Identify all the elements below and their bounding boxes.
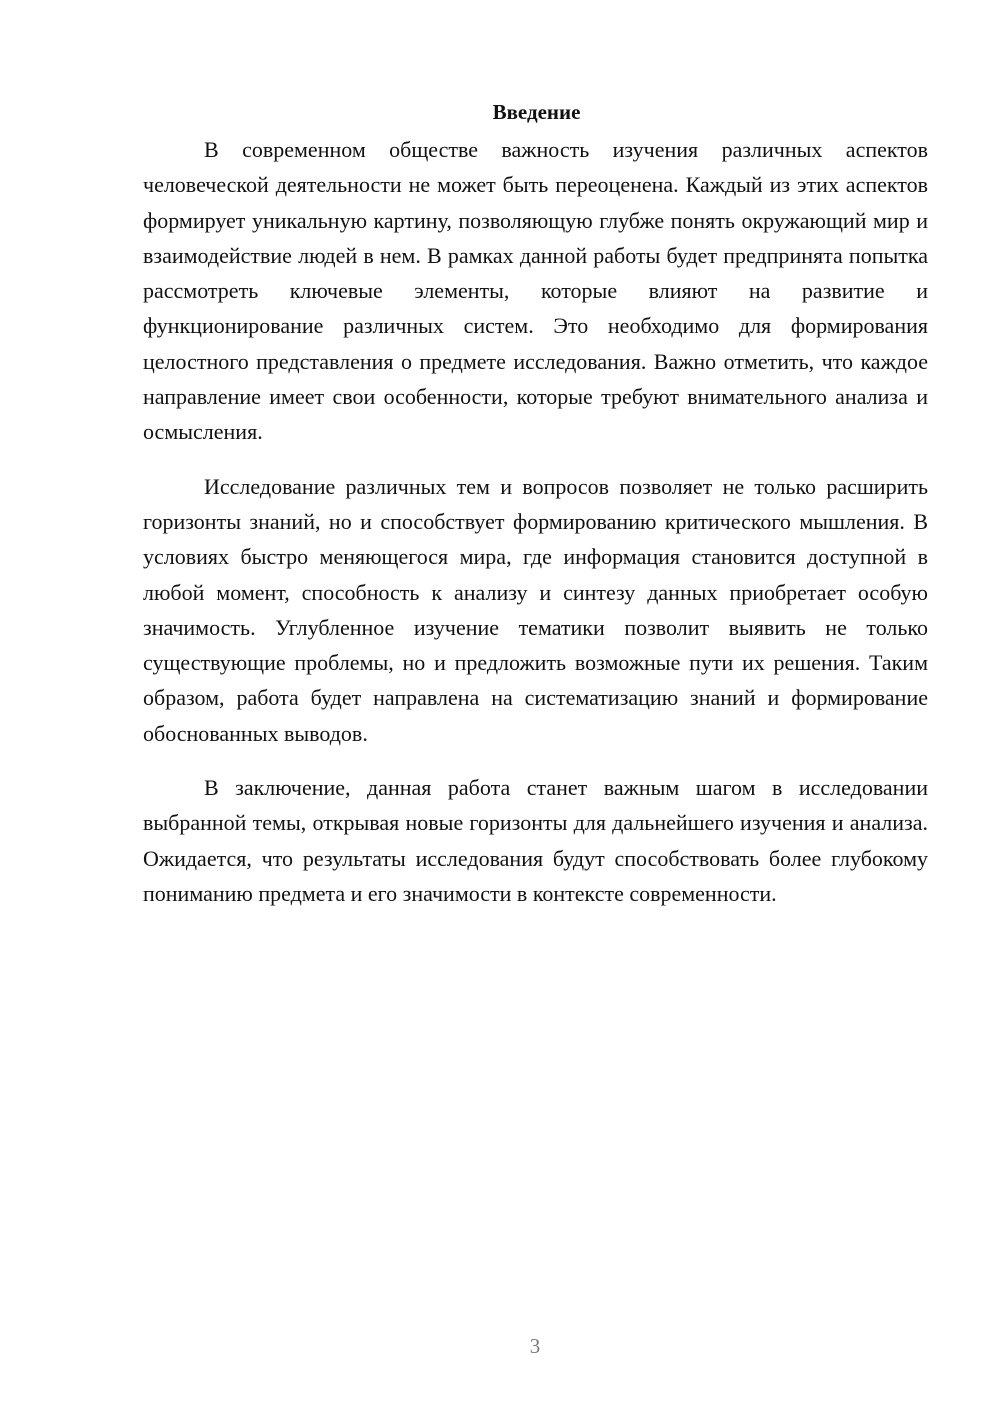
paragraph-2: Исследование различных тем и вопросов позволяет не только расширить горизонты знаний, но и способствует формированию критического мышления. В условиях быстро меняющегося мира, где информация становится доступной в любой момент, способность к анализу и синтезу данных приобретает особую значимость. Углубленное изучение тематики позволит выявить не только существующие проблемы, но и предложить возможные пути их решения. Таким образом, работа будет направлена на систематизацию знаний и формирование обоснованных выводов. (143, 473, 928, 746)
paragraph-3: В заключение, данная работа станет важным шагом в исследовании выбранной темы, открывая новые горизонты для дальнейшего изучения и анализа. Ожидается, что результаты исследования будут способствовать более глубокому пониманию предмета и его значимости в контексте современности. (143, 775, 928, 906)
paragraph-1: В современном обществе важность изучения различных аспектов человеческой деятельности не может быть переоценена. Каждый из этих аспектов формирует уникальную картину, позволяющую глубже понять окружающий мир и взаимодействие людей в нем. В рамках данной работы будет предпринята попытка рассмотреть ключевые элементы, которые влияют на развитие и функционирование различных систем. Это необходимо для формирования целостного представления о предмете исследования. Важно отметить, что каждое направление имеет свои особенности, которые требуют внимательного анализа и осмысления. (143, 137, 928, 445)
page-number: 3 (529, 1334, 541, 1358)
document-body (143, 97, 928, 930)
section-heading: Введение (492, 100, 581, 124)
